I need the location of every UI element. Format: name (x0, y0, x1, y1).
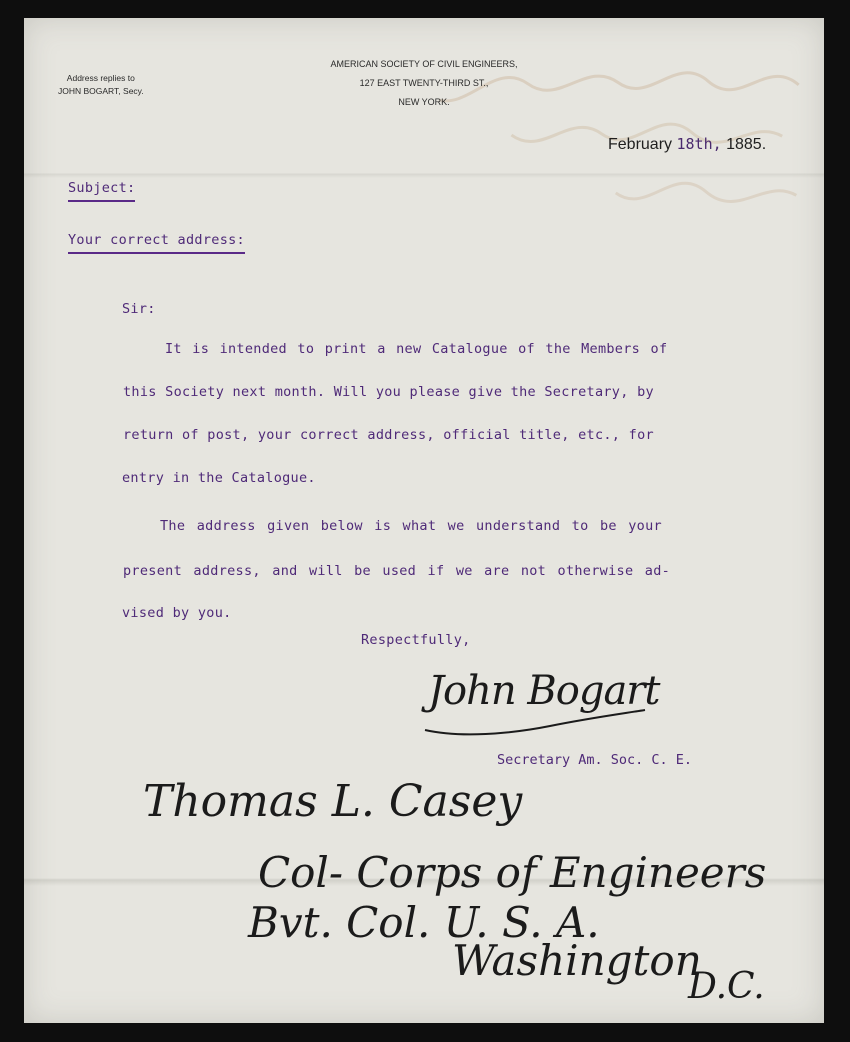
body-line-2: this Society next month. Will you please give the Secretary, by (123, 384, 654, 400)
reply-instructions (58, 72, 144, 98)
subject-label: Subject: (68, 180, 135, 202)
body-line-1: It is intended to print a new Catalogue of the Members of (165, 341, 668, 357)
letterhead-street: 127 EAST TWENTY-THIRD ST., (359, 77, 489, 88)
body-line-4: entry in the Catalogue. (122, 470, 316, 486)
body-line-6: present address, and will be used if we are not otherwise ad- (123, 563, 671, 579)
signature: John Bogart (428, 668, 660, 714)
body-line-3: return of post, your correct address, official title, etc., for (123, 427, 654, 443)
reply-line-2: JOHN BOGART, Secy. (58, 85, 144, 96)
date-month: February (608, 136, 673, 153)
letterhead-org: AMERICAN SOCIETY OF CIVIL ENGINEERS, (330, 59, 518, 69)
subject-value: Your correct address: (68, 232, 245, 254)
letter-date (608, 135, 766, 154)
salutation: Sir: (122, 301, 156, 317)
address-line-2: Col- Corps of Engineers (258, 848, 767, 897)
letterhead-city: NEW YORK. (398, 96, 450, 107)
signature-flourish (420, 700, 650, 740)
address-line-3: Bvt. Col. U. S. A. (248, 898, 600, 947)
letterhead (322, 55, 526, 112)
date-year: 1885. (726, 136, 767, 153)
body-line-5: The address given below is what we understand to be your (160, 518, 662, 534)
signature-title: Secretary Am. Soc. C. E. (497, 752, 693, 768)
closing: Respectfully, (361, 632, 471, 648)
date-day: 18th, (676, 135, 722, 153)
address-line-4: Washington (452, 936, 702, 985)
address-line-5: D.C. (688, 966, 765, 1007)
reply-line-1: Address replies to (66, 73, 135, 83)
address-line-1: Thomas L. Casey (143, 776, 523, 827)
body-line-7: vised by you. (122, 605, 232, 621)
